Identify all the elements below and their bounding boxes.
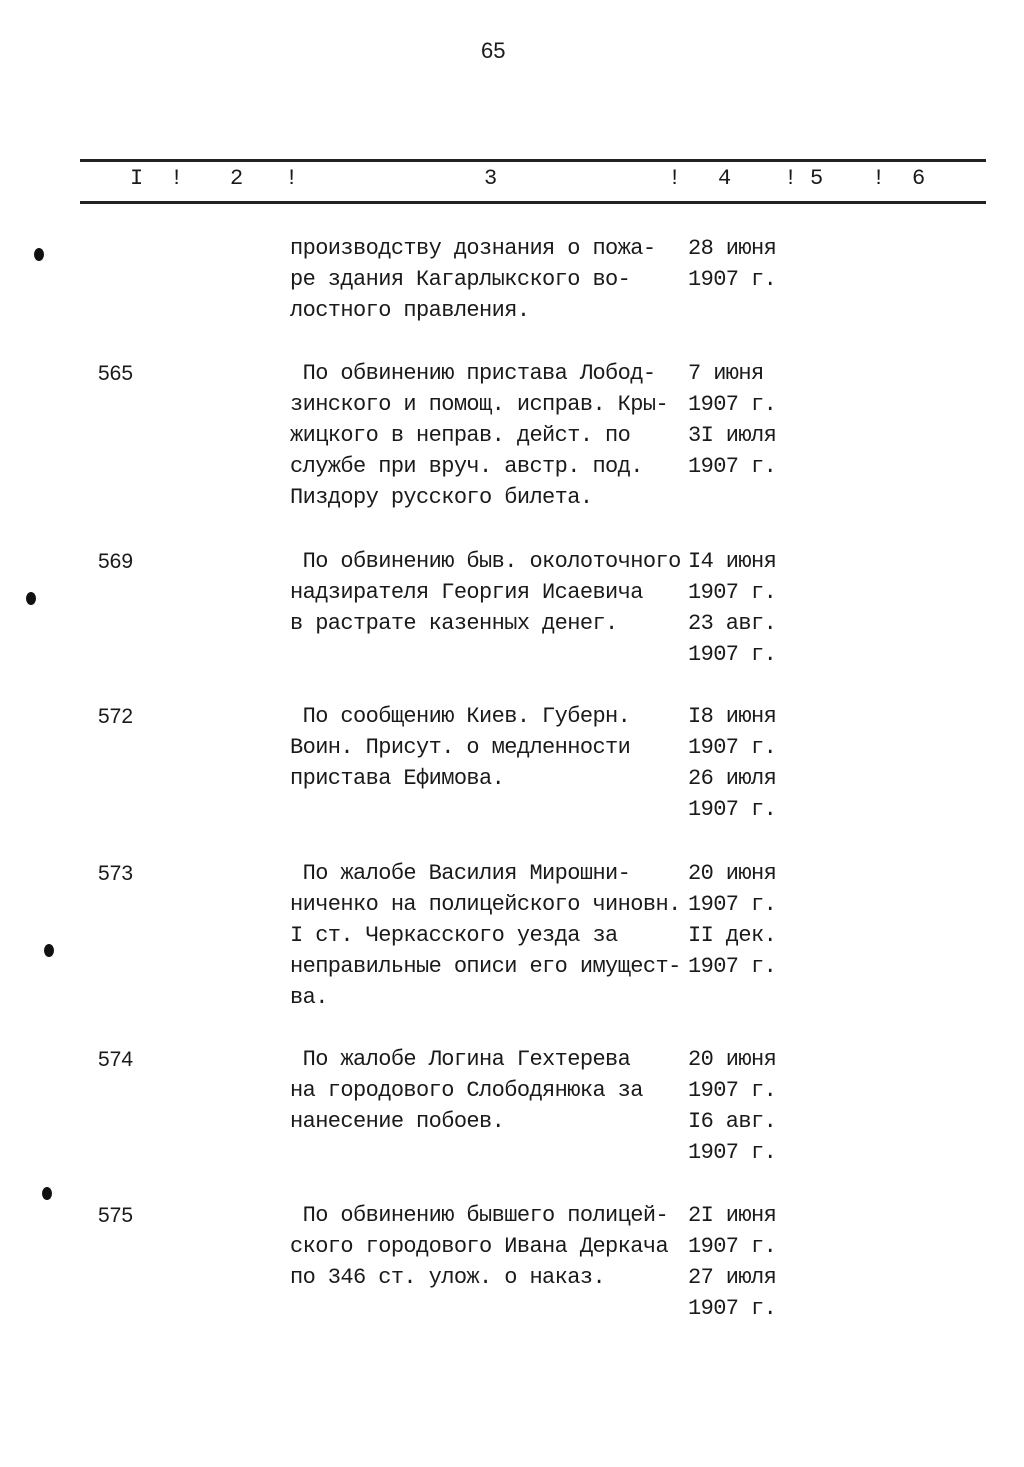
case-dates [688,546,776,670]
case-description [290,1200,668,1293]
case-dates [688,1200,776,1324]
description-line: По обвинению пристава Лобод- [290,361,656,386]
description-line: зинского и помощ. исправ. Кры- [290,392,669,417]
description-line: По жалобе Логина Гехтерева [290,1047,631,1072]
case-dates [688,1044,776,1168]
table-header-bottom-rule [80,201,986,204]
description-line: пристава Ефимова. [290,766,505,791]
description-line: Воин. Присут. о медленности [290,735,631,760]
date-line: 1907 г. [688,267,777,292]
date-line: 1907 г. [688,642,777,667]
header-separator: ! [784,166,798,191]
binding-hole-mark [26,592,36,605]
table-header-top-rule [80,159,986,162]
header-col-3: 3 [484,166,498,191]
page-number: 65 [481,38,506,63]
header-col-5: 5 [810,166,824,191]
case-number: 572 [98,705,134,728]
case-number: 575 [98,1204,134,1227]
case-dates [688,233,776,295]
case-number: 565 [98,362,134,385]
header-col-1: I [130,166,144,191]
description-line: Пиздору русского билета. [290,485,593,510]
binding-hole-mark [42,1187,52,1200]
date-line: 7 июня [688,361,764,386]
header-col-6: 6 [912,166,926,191]
date-line: 2I июня [688,1203,777,1228]
date-line: 20 июня [688,1047,777,1072]
date-line: 1907 г. [688,1078,777,1103]
date-line: 1907 г. [688,735,777,760]
date-line: II дек. [688,923,777,948]
date-line: 20 июня [688,861,777,886]
case-dates [688,701,776,825]
case-description [290,701,630,794]
header-separator: ! [170,166,184,191]
description-line: жицкого в неправ. дейст. по [290,423,631,448]
case-description [290,858,681,1013]
description-line: службе при вруч. австр. под. [290,454,643,479]
case-description [290,358,668,513]
header-separator: ! [285,166,299,191]
description-line: ского городового Ивана Деркача [290,1234,669,1259]
case-description [290,546,681,639]
date-line: I6 авг. [688,1109,777,1134]
case-number: 573 [98,862,134,885]
date-line: 1907 г. [688,954,777,979]
case-number: 569 [98,550,134,573]
date-line: 23 авг. [688,611,777,636]
date-line: I4 июня [688,549,777,574]
description-line: ниченко на полицейского чиновн. [290,892,681,917]
date-line: I8 июня [688,704,777,729]
date-line: 1907 г. [688,580,777,605]
description-line: на городового Слободянюка за [290,1078,643,1103]
description-line: По обвинению бывшего полицей- [290,1203,669,1228]
description-line: лостного правления. [290,298,530,323]
description-line: надзирателя Георгия Исаевича [290,580,643,605]
date-line: 1907 г. [688,892,777,917]
date-line: 1907 г. [688,454,777,479]
header-col-2: 2 [230,166,244,191]
description-line: По обвинению быв. околоточного [290,549,681,574]
description-line: производству дознания о пожа- [290,236,656,261]
description-line: ва. [290,985,328,1010]
description-line: ре здания Кагарлыкского во- [290,267,631,292]
date-line: 26 июля [688,766,777,791]
case-description [290,1044,643,1137]
date-line: 27 июля [688,1265,777,1290]
header-separator: ! [668,166,682,191]
description-line: нанесение побоев. [290,1109,505,1134]
date-line: 28 июня [688,236,777,261]
date-line: 1907 г. [688,797,777,822]
description-line: по 346 ст. улож. о наказ. [290,1265,606,1290]
date-line: 3I июля [688,423,777,448]
case-dates [688,858,776,982]
case-number: 574 [98,1048,134,1071]
header-col-4: 4 [718,166,732,191]
date-line: 1907 г. [688,1296,777,1321]
binding-hole-mark [34,248,44,261]
header-separator: ! [872,166,886,191]
description-line: неправильные описи его имущест- [290,954,681,979]
date-line: 1907 г. [688,1140,777,1165]
date-line: 1907 г. [688,392,777,417]
description-line: в растрате казенных денег. [290,611,618,636]
description-line: По сообщению Киев. Губерн. [290,704,631,729]
date-line: 1907 г. [688,1234,777,1259]
binding-hole-mark [44,944,54,957]
case-dates [688,358,776,482]
case-description [290,233,655,326]
description-line: I ст. Черкасского уезда за [290,923,618,948]
description-line: По жалобе Василия Мирошни- [290,861,631,886]
